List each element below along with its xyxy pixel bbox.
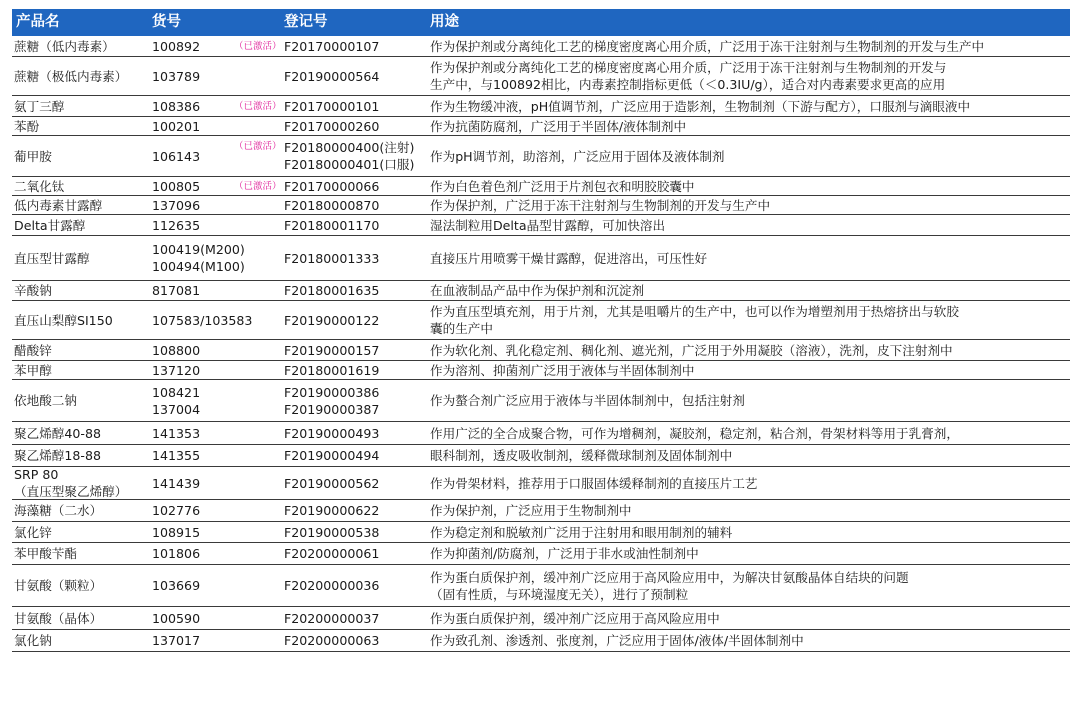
usage-cell-line: 作为白色着色剂广泛用于片剂包衣和明胶胶囊中 (430, 178, 695, 194)
registration-number-cell-line: F20180000870 (284, 197, 380, 213)
registration-number-cell (284, 281, 434, 300)
activated-tag: （已激活） (234, 180, 282, 192)
table-row (12, 196, 1070, 215)
catalog-number-cell-line: 137096 (152, 197, 201, 213)
catalog-number-cell-line: 107583/103583 (152, 312, 253, 328)
catalog-number-cell-line: 817081 (152, 283, 201, 298)
catalog-number-cell (152, 361, 264, 379)
catalog-number-cell-line: 102776 (152, 503, 201, 518)
registration-number-cell (284, 467, 434, 499)
usage-cell-line: 作为蛋白质保护剂，缓冲剂广泛应用于高风险应用中 (430, 610, 720, 626)
product-name-cell-line: 聚乙烯醇40-88 (14, 425, 101, 441)
usage-cell-line: 作为生物缓冲液，pH值调节剂，广泛应用于造影剂，生物制剂（下游与配方），口服剂与滴眼液中 (430, 98, 971, 114)
product-name-cell (14, 96, 152, 116)
registration-number-cell-line: F20190000386 (284, 384, 380, 400)
usage-cell (430, 117, 1070, 135)
catalog-number-cell (152, 630, 264, 651)
usage-cell-line: 作为保护剂或分离纯化工艺的梯度密度离心用介质，广泛用于冻干注射剂与生物制剂的开发与 (430, 60, 947, 75)
usage-cell (430, 281, 1070, 300)
registration-number-cell-line: F20200000037 (284, 610, 380, 626)
activated-tag: （已激活） (234, 100, 282, 112)
catalog-number-cell-line: 103789 (152, 68, 201, 84)
usage-cell (430, 177, 1070, 195)
usage-cell (430, 543, 1070, 564)
catalog-number-cell (152, 565, 264, 606)
usage-cell-line: 作为软化剂、乳化稳定剂、稠化剂、遮光剂，广泛用于外用凝胶（溶液），洗剂，皮下注射剂中 (430, 342, 953, 358)
catalog-number-cell (152, 522, 264, 542)
registration-number-cell-line: F20180001170 (284, 217, 380, 233)
registration-number-cell (284, 380, 434, 421)
catalog-number-cell (152, 117, 264, 135)
product-name-cell (14, 500, 152, 521)
registration-number-cell-line: F20180000401(口服) (284, 157, 415, 172)
registration-number-cell-line: F20170000260 (284, 118, 380, 134)
catalog-number-cell-line: 137004 (152, 401, 201, 417)
header-catalog-number: 货号 (152, 14, 181, 30)
registration-number-cell-line: F20190000493 (284, 425, 380, 441)
usage-cell-line: 生产中，与100892相比，内毒素控制指标更低（＜0.3IU/g），适合对内毒素要求更高的应用 (430, 77, 946, 92)
usage-cell (430, 467, 1070, 499)
usage-cell-line: 作为保护剂或分离纯化工艺的梯度密度离心用介质，广泛用于冻干注射剂与生物制剂的开发与生产中 (430, 38, 985, 54)
catalog-number-cell-line: 112635 (152, 217, 201, 233)
product-name-cell (14, 36, 152, 56)
catalog-number-cell (152, 236, 264, 280)
registration-number-cell (284, 500, 434, 521)
product-name-cell (14, 236, 152, 280)
table-row (12, 607, 1070, 630)
usage-cell-line: 作用广泛的全合成聚合物，可作为增稠剂，凝胶剂，稳定剂，粘合剂，骨架材料等用于乳膏剂， (430, 425, 959, 441)
table-row (12, 117, 1070, 136)
usage-cell (430, 236, 1070, 280)
usage-cell (430, 57, 1070, 95)
table-row (12, 215, 1070, 236)
usage-cell (430, 340, 1070, 360)
product-name-cell-line: 蔗糖（极低内毒素） (14, 68, 128, 84)
registration-number-cell (284, 422, 434, 444)
product-name-cell-line: 聚乙烯醇18-88 (14, 448, 101, 463)
table-header (12, 9, 1070, 36)
usage-cell-line: 作为保护剂，广泛应用于生物制剂中 (430, 503, 632, 518)
catalog-number-cell-line: 100805 (152, 178, 201, 194)
table-row (12, 565, 1070, 607)
product-name-cell-line: 氯化钠 (14, 633, 52, 648)
registration-number-cell-line: F20170000066 (284, 178, 380, 194)
table-row (12, 380, 1070, 422)
registration-number-cell (284, 57, 434, 95)
table-row (12, 422, 1070, 445)
registration-number-cell-line: F20170000107 (284, 38, 380, 54)
registration-number-cell-line: F20190000387 (284, 401, 380, 417)
usage-cell-line: （固有性质，与环境湿度无关），进行了预制粒 (430, 586, 689, 602)
product-name-cell (14, 543, 152, 564)
table-row (12, 236, 1070, 281)
registration-number-cell (284, 177, 434, 195)
catalog-number-cell-line: 141353 (152, 425, 201, 441)
registration-number-cell-line: F20190000622 (284, 503, 380, 518)
catalog-number-cell (152, 281, 264, 300)
catalog-number-cell-line: 106143 (152, 148, 201, 164)
product-name-cell-line: 海藻糖（二水） (14, 503, 103, 518)
usage-cell-line: 作为骨架材料，推荐用于口服固体缓释制剂的直接压片工艺 (430, 475, 758, 491)
usage-cell-line: 作为抑菌剂/防腐剂，广泛用于非水或油性制剂中 (430, 546, 699, 561)
catalog-number-cell (152, 57, 264, 95)
usage-cell-line: 眼科制剂，透皮吸收制剂，缓释微球制剂及固体制剂中 (430, 448, 733, 463)
product-name-cell (14, 136, 152, 176)
catalog-number-cell (152, 422, 264, 444)
usage-cell (430, 36, 1070, 56)
product-name-cell (14, 281, 152, 300)
usage-cell (430, 380, 1070, 421)
usage-cell (430, 361, 1070, 379)
product-name-cell (14, 445, 152, 466)
product-name-cell-line: 氯化锌 (14, 524, 52, 540)
activated-tag: （已激活） (234, 40, 282, 52)
registration-number-cell-line: F20190000494 (284, 448, 380, 463)
registration-number-cell (284, 565, 434, 606)
product-name-cell (14, 380, 152, 421)
usage-cell (430, 565, 1070, 606)
usage-cell (430, 445, 1070, 466)
product-name-cell (14, 467, 152, 499)
catalog-number-cell (152, 543, 264, 564)
table-row (12, 177, 1070, 196)
catalog-number-cell-line: 108800 (152, 342, 201, 358)
catalog-number-cell-line: 100590 (152, 610, 201, 626)
product-name-cell (14, 607, 152, 629)
usage-cell (430, 215, 1070, 235)
usage-cell-line: 直接压片用喷雾干燥甘露醇，促进溶出，可压性好 (430, 250, 708, 266)
registration-number-cell-line: F20170000101 (284, 98, 380, 114)
registration-number-cell (284, 361, 434, 379)
product-name-cell (14, 117, 152, 135)
product-name-cell-line: 直压型甘露醇 (14, 250, 90, 266)
header-product-name: 产品名 (16, 14, 60, 30)
catalog-number-cell-line: 101806 (152, 546, 201, 561)
product-name-cell-line: 低内毒素甘露醇 (14, 197, 103, 213)
registration-number-cell-line: F20180000400(注射) (284, 140, 415, 155)
usage-cell-line: 作为稳定剂和脱敏剂广泛用于注射用和眼用制剂的辅料 (430, 524, 733, 540)
catalog-number-cell-line: 100892 (152, 38, 201, 54)
registration-number-cell-line: F20200000036 (284, 578, 380, 593)
registration-number-cell-line: F20190000562 (284, 475, 380, 491)
header-usage: 用途 (430, 14, 459, 30)
table-row (12, 522, 1070, 543)
usage-cell-line: 作为致孔剂、渗透剂、张度剂，广泛应用于固体/液体/半固体制剂中 (430, 633, 804, 648)
product-name-cell-line: 苯酚 (14, 118, 40, 134)
catalog-number-cell-line: 141355 (152, 448, 201, 463)
usage-cell (430, 607, 1070, 629)
product-name-cell (14, 301, 152, 339)
usage-cell (430, 96, 1070, 116)
product-name-cell (14, 57, 152, 95)
usage-cell-line: 在血液制品产品中作为保护剂和沉淀剂 (430, 283, 645, 298)
product-name-cell-line: SRP 80 (14, 467, 59, 482)
table-row (12, 281, 1070, 301)
product-name-cell-line: 醋酸锌 (14, 342, 52, 358)
usage-cell (430, 196, 1070, 214)
catalog-number-cell (152, 301, 264, 339)
product-name-cell (14, 565, 152, 606)
usage-cell-line: 作为螯合剂广泛应用于液体与半固体制剂中，包括注射剂 (430, 393, 745, 408)
registration-number-cell-line: F20180001333 (284, 250, 380, 266)
catalog-number-cell-line: 103669 (152, 578, 201, 593)
usage-cell-line: 作为pH调节剂，助溶剂，广泛应用于固体及液体制剂 (430, 148, 725, 164)
table-row (12, 57, 1070, 96)
registration-number-cell-line: F20190000122 (284, 312, 380, 328)
catalog-number-cell-line: 137017 (152, 633, 201, 648)
catalog-number-cell (152, 196, 264, 214)
catalog-number-cell (152, 380, 264, 421)
registration-number-cell-line: F20180001619 (284, 362, 380, 378)
registration-number-cell-line: F20180001635 (284, 283, 380, 298)
product-name-cell (14, 361, 152, 379)
registration-number-cell (284, 445, 434, 466)
product-name-cell (14, 215, 152, 235)
product-name-cell-line: 直压山梨醇SI150 (14, 312, 113, 328)
registration-number-cell (284, 215, 434, 235)
catalog-number-cell (152, 500, 264, 521)
product-name-cell-line: （直压型聚乙烯醇） (14, 484, 128, 499)
table-row (12, 36, 1070, 57)
usage-cell-line: 作为直压型填充剂，用于片剂，尤其是咀嚼片的生产中，也可以作为增塑剂用于热熔挤出与软胶 (430, 304, 959, 319)
table-body (12, 36, 1070, 652)
catalog-number-cell-line: 108386 (152, 98, 201, 114)
product-name-cell (14, 340, 152, 360)
registration-number-cell (284, 136, 434, 176)
table-row (12, 136, 1070, 177)
registration-number-cell (284, 117, 434, 135)
catalog-number-cell (152, 340, 264, 360)
catalog-number-cell-line: 141439 (152, 475, 201, 491)
catalog-number-cell (152, 467, 264, 499)
product-name-cell (14, 422, 152, 444)
table-row (12, 340, 1070, 361)
product-name-cell-line: 辛酸钠 (14, 283, 52, 298)
catalog-number-cell (152, 215, 264, 235)
registration-number-cell (284, 543, 434, 564)
usage-cell (430, 301, 1070, 339)
table-row (12, 500, 1070, 522)
registration-number-cell (284, 630, 434, 651)
product-name-cell (14, 177, 152, 195)
usage-cell (430, 500, 1070, 521)
table-row (12, 301, 1070, 340)
usage-cell-line: 作为抗菌防腐剂，广泛用于半固体/液体制剂中 (430, 118, 687, 134)
product-name-cell-line: 苯甲醇 (14, 362, 52, 378)
registration-number-cell (284, 340, 434, 360)
catalog-number-cell (152, 607, 264, 629)
registration-number-cell (284, 236, 434, 280)
header-registration-number: 登记号 (284, 14, 328, 30)
catalog-number-cell-line: 100419(M200) (152, 242, 245, 257)
registration-number-cell-line: F20190000564 (284, 68, 380, 84)
product-name-cell-line: 蔗糖（低内毒素） (14, 38, 115, 54)
registration-number-cell-line: F20200000063 (284, 633, 380, 648)
usage-cell (430, 422, 1070, 444)
table-row (12, 630, 1070, 652)
product-table (12, 9, 1070, 652)
product-name-cell (14, 196, 152, 214)
usage-cell (430, 136, 1070, 176)
registration-number-cell-line: F20200000061 (284, 546, 380, 561)
usage-cell-line: 作为保护剂，广泛用于冻干注射剂与生物制剂的开发与生产中 (430, 197, 771, 213)
usage-cell-line: 作为溶剂、抑菌剂广泛用于液体与半固体制剂中 (430, 362, 695, 378)
product-name-cell (14, 522, 152, 542)
registration-number-cell (284, 96, 434, 116)
usage-cell (430, 522, 1070, 542)
table-row (12, 96, 1070, 117)
catalog-number-cell-line: 108915 (152, 524, 201, 540)
table-row (12, 361, 1070, 380)
table-row (12, 445, 1070, 467)
catalog-number-cell-line: 137120 (152, 362, 201, 378)
product-name-cell-line: 甘氨酸（晶体） (14, 610, 103, 626)
registration-number-cell (284, 607, 434, 629)
registration-number-cell (284, 522, 434, 542)
product-name-cell-line: 依地酸二钠 (14, 393, 77, 408)
usage-cell (430, 630, 1070, 651)
registration-number-cell (284, 36, 434, 56)
catalog-number-cell-line: 100201 (152, 118, 201, 134)
product-name-cell-line: Delta甘露醇 (14, 217, 86, 233)
usage-cell-line: 囊的生产中 (430, 321, 493, 336)
catalog-number-cell-line: 108421 (152, 384, 201, 400)
table-row (12, 467, 1070, 500)
product-name-cell-line: 葡甲胺 (14, 148, 52, 164)
registration-number-cell-line: F20190000157 (284, 342, 380, 358)
catalog-number-cell-line: 100494(M100) (152, 259, 245, 274)
activated-tag: （已激活） (234, 141, 282, 152)
product-name-cell-line: 苯甲酸苄酯 (14, 546, 77, 561)
product-name-cell-line: 甘氨酸（颗粒） (14, 578, 103, 593)
catalog-number-cell (152, 445, 264, 466)
registration-number-cell (284, 196, 434, 214)
usage-cell-line: 作为蛋白质保护剂，缓冲剂广泛应用于高风险应用中，为解决甘氨酸晶体自结块的问题 (430, 569, 909, 585)
usage-cell-line: 湿法制粒用Delta晶型甘露醇，可加快溶出 (430, 217, 666, 233)
table-row (12, 543, 1070, 565)
product-name-cell-line: 二氧化钛 (14, 178, 65, 194)
registration-number-cell-line: F20190000538 (284, 524, 380, 540)
product-name-cell (14, 630, 152, 651)
registration-number-cell (284, 301, 434, 339)
product-name-cell-line: 氨丁三醇 (14, 98, 65, 114)
